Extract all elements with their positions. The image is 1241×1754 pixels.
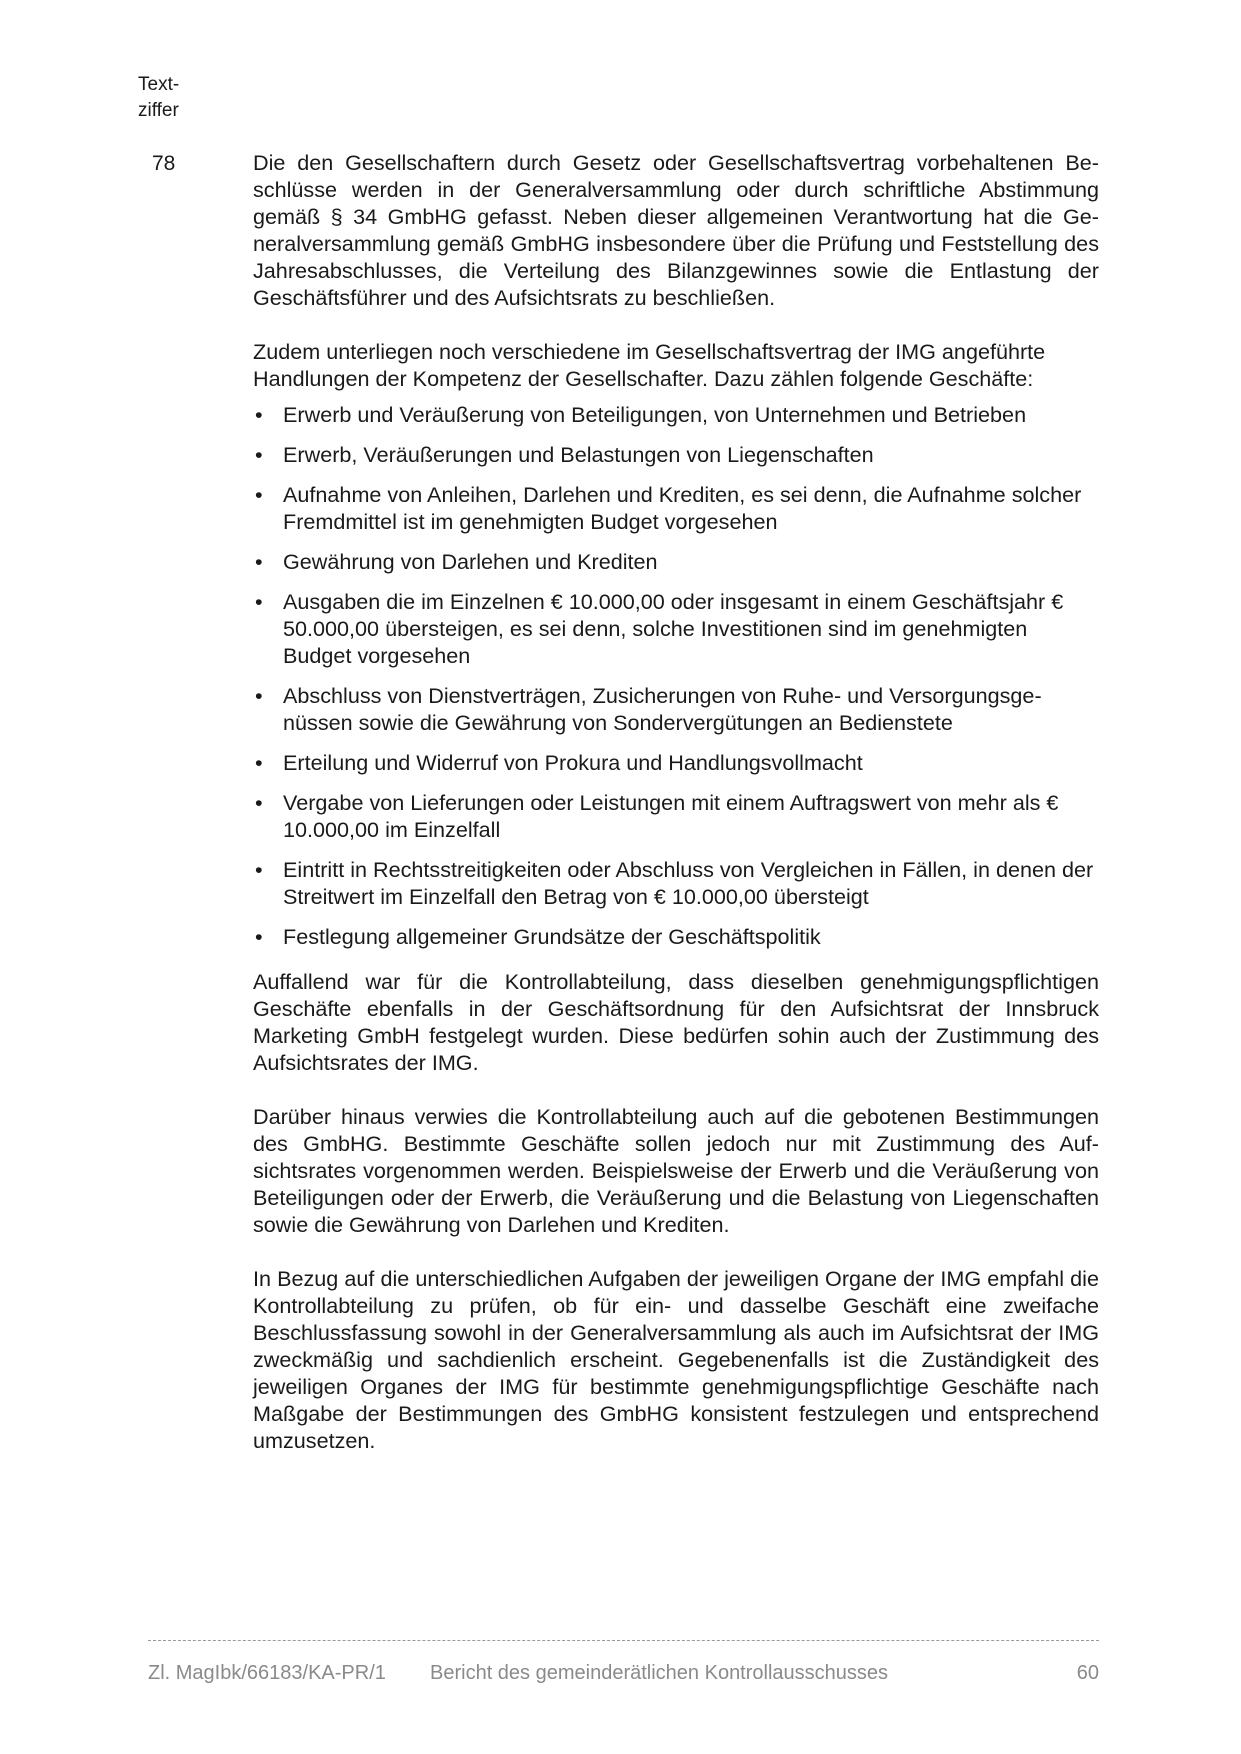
bullet-icon: • (255, 750, 263, 775)
bullet-icon: • (255, 442, 263, 467)
bullet-icon: • (255, 402, 263, 427)
list-item-text: Erwerb und Veräußerung von Beteiligungen, von Unternehmen und Betrieben (283, 402, 1027, 427)
list-item (253, 856, 1099, 910)
margin-label-line1: Text- (138, 74, 180, 95)
list-item-text: Eintritt in Rechtsstreitigkeiten oder Abschluss von Vergleichen in Fällen, in denen der Streitwert im Einzelfall den Betrag von € 10.000,00 übersteigt (283, 857, 1094, 909)
list-item-text: Erwerb, Veräußerungen und Belastungen von Liegenschaften (283, 442, 874, 467)
footer-title: Bericht des gemeinderätlichen Kontrollausschusses (430, 1662, 889, 1684)
paragraph-1: Die den Gesellschaftern durch Gesetz oder Gesellschaftsvertrag vorbehaltenen Beschlüsse werden in der Generalversammlung oder durch schriftliche Abstimmung gemäß § 34 GmbHG gefasst. Neben dieser allgemeinen Verantwortung hat die Generalversammlung gemäß GmbHG insbesondere über die Prüfung und Feststellung des Jahresabschlusses, die Verteilung des Bilanzgewinnes sowie die Entlastung der Geschäftsführer und des Aufsichtsrats zu beschließen. (253, 150, 1099, 310)
margin-label (138, 72, 218, 124)
list-item (253, 789, 1099, 843)
list-item (253, 481, 1099, 535)
footer-divider (148, 1640, 1099, 1641)
list-item (253, 682, 1099, 736)
list-item (253, 401, 1099, 428)
list-item-text: Festlegung allgemeiner Grundsätze der Geschäftspolitik (283, 924, 821, 949)
list-item-text: Gewährung von Darlehen und Krediten (283, 549, 658, 574)
paragraph-5: In Bezug auf die unterschiedlichen Aufgaben der jeweiligen Organe der IMG empfahl die Kontrollabteilung zu prüfen, ob für ein- und dasselbe Geschäft eine zweifache Beschlussfassung sowohl in der Generalversammlung als auch im Aufsichtsrat der IMG zweckmäßig und sachdienlich erscheint. Gegebenenfalls ist die Zuständigkeit des jeweiligen Organes der IMG für bestimmte genehmigungspflichtige Geschäfte nach Maßgabe der Bestimmungen des GmbHG konsistent festzulegen und entsprechend umzusetzen. (253, 1266, 1099, 1453)
bullet-list (253, 401, 1099, 950)
textziffer-number: 78 (152, 152, 176, 175)
paragraph-2: Zudem unterliegen noch verschiedene im Gesellschaftsvertrag der IMG angeführte Handlungen der Kompetenz der Gesellschafter. Dazu zählen folgende Geschäfte: (253, 339, 1046, 391)
list-item (253, 548, 1099, 575)
paragraph-3: Auffallend war für die Kontrollabteilung, dass dieselben genehmigungspflichtigen Geschäfte ebenfalls in der Geschäftsordnung für den Aufsichtsrat der Innsbruck Marketing GmbH festgelegt wurden. Diese bedürfen sohin auch der Zustimmung des Aufsichtsrates der IMG. (253, 969, 1099, 1075)
page-number: 60 (1076, 1662, 1099, 1684)
bullet-icon: • (255, 482, 263, 507)
bullet-icon: • (255, 589, 263, 614)
list-item-text: Vergabe von Lieferungen oder Leistungen mit einem Auftragswert von mehr als € 10.000,00 im Einzelfall (283, 790, 1059, 842)
list-item-text: Abschluss von Dienstverträgen, Zusicherungen von Ruhe- und Versorgungsgenüssen sowie die Gewährung von Sondervergütungen an Bedienstete (283, 683, 1042, 735)
list-item-text: Ausgaben die im Einzelnen € 10.000,00 oder insgesamt in einem Geschäftsjahr € 50.000,00 übersteigen, es sei denn, solche Investitionen sind im genehmigten Budget vorgesehen (283, 589, 1064, 668)
list-item (253, 923, 1099, 950)
list-item (253, 441, 1099, 468)
list-item-text: Aufnahme von Anleihen, Darlehen und Krediten, es sei denn, die Aufnahme solcher Fremdmittel ist im genehmigten Budget vorgesehen (283, 482, 1082, 534)
list-item (253, 588, 1099, 669)
margin-label-line2: ziffer (138, 100, 179, 121)
document-body (253, 149, 1099, 1481)
list-item-text: Erteilung und Widerruf von Prokura und Handlungsvollmacht (283, 750, 863, 775)
paragraph-4: Darüber hinaus verwies die Kontrollabteilung auch auf die gebotenen Bestimmungen des GmbHG. Bestimmte Geschäfte sollen jedoch nur mit Zustimmung des Aufsichtsrates vorgenommen werden. Beispielsweise der Erwerb und die Veräußerung von Beteiligungen oder der Erwerb, die Veräußerung und die Belastung von Liegenschaften sowie die Gewährung von Darlehen und Krediten. (253, 1104, 1099, 1237)
bullet-icon: • (255, 857, 263, 882)
bullet-icon: • (255, 924, 263, 949)
bullet-icon: • (255, 683, 263, 708)
bullet-icon: • (255, 790, 263, 815)
list-item (253, 749, 1099, 776)
footer-reference: Zl. MagIbk/66183/KA-PR/1 (148, 1662, 386, 1684)
bullet-icon: • (255, 549, 263, 574)
